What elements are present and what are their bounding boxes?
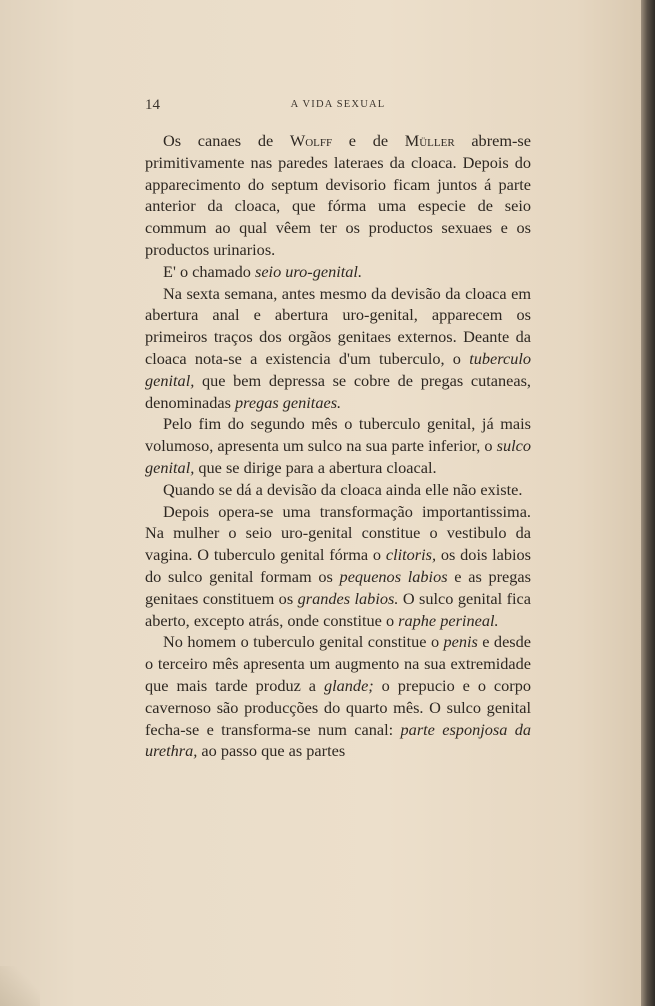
- running-head: A VIDA SEXUAL: [290, 99, 386, 110]
- italic-term: grandes labios.: [297, 588, 399, 608]
- italic-term: raphe perineal.: [398, 610, 499, 630]
- text-run: que se dirige para a abertura cloacal.: [194, 457, 437, 477]
- text-run: Depois opera-se uma transformação importantissima. Na mulher o seio uro-genital constitue o vestibulo da vagina. O tuberculo genital fórma o: [145, 501, 531, 565]
- italic-term: pequenos labios: [339, 566, 448, 586]
- text-run: E' o chamado: [163, 261, 255, 281]
- italic-term: clitoris,: [385, 545, 437, 565]
- page-number: 14: [145, 97, 160, 113]
- italic-term: sulco genital,: [145, 436, 531, 477]
- paragraph: [145, 479, 531, 501]
- small-caps-name: Wolff: [289, 131, 333, 150]
- text-run: o prepucio e o corpo cavernoso são producções do quarto mês. O sulco genital fecha-se e transforma-se num canal:: [145, 675, 531, 739]
- text-run: os dois labios do sulco genital formam os: [145, 545, 531, 586]
- page-header: [145, 97, 531, 115]
- italic-term: parte esponjosa da urethra,: [145, 719, 532, 761]
- paragraph: [145, 501, 531, 632]
- paragraph: [145, 261, 531, 283]
- text-run: Os canaes de: [163, 131, 290, 150]
- italic-term: glande;: [323, 675, 374, 695]
- text-run: Na sexta semana, antes mesmo da devisão da cloaca em abertura anal e abertura uro-genital, apparecem os primeiros traços dos orgãos genitaes externos. Deante da cloaca nota-se a existencia d'um tuberculo, o: [145, 283, 531, 368]
- paragraph: [145, 631, 531, 762]
- paragraph: [145, 130, 531, 261]
- text-run: que bem depressa se cobre de pregas cutaneas, denominadas: [145, 370, 531, 412]
- italic-term: tuberculo genital,: [145, 348, 531, 390]
- text-run: e de: [332, 131, 405, 150]
- text-run: O sulco genital fica aberto, excepto atrás, onde constitue o: [145, 588, 531, 630]
- italic-term: penis: [443, 632, 478, 652]
- page-edge-shadow: [641, 0, 655, 1006]
- paragraph: [145, 283, 531, 414]
- text-run: ao passo que as partes: [197, 741, 346, 761]
- text-run: abrem-se primitivamente nas paredes lateraes da cloaca. Depois do apparecimento do septum devisorio ficam juntos á parte anterior da cloaca, que fórma uma especie de seio commum ao qual vêem ter os productos sexuaes e os productos urinarios.: [145, 131, 531, 259]
- text-run: e desde o terceiro mês apresenta um augmento na sua extremidade que mais tarde produz a: [145, 632, 532, 695]
- text-run: e as pregas genitaes constituem os: [145, 566, 531, 608]
- text-run: Pelo fim do segundo mês o tuberculo genital, já mais volumoso, apresenta um sulco na sua parte inferior, o: [145, 414, 531, 456]
- italic-term: pregas genitaes.: [234, 392, 342, 412]
- page-corner-wear: [0, 966, 40, 1006]
- text-run: Quando se dá a devisão da cloaca ainda elle não existe.: [163, 479, 523, 499]
- body-text: [145, 130, 531, 762]
- text-run: No homem o tuberculo genital constitue o: [163, 632, 444, 652]
- small-caps-name: Müller: [404, 131, 455, 150]
- italic-term: seio uro-genital.: [255, 261, 363, 281]
- paragraph: [145, 413, 531, 478]
